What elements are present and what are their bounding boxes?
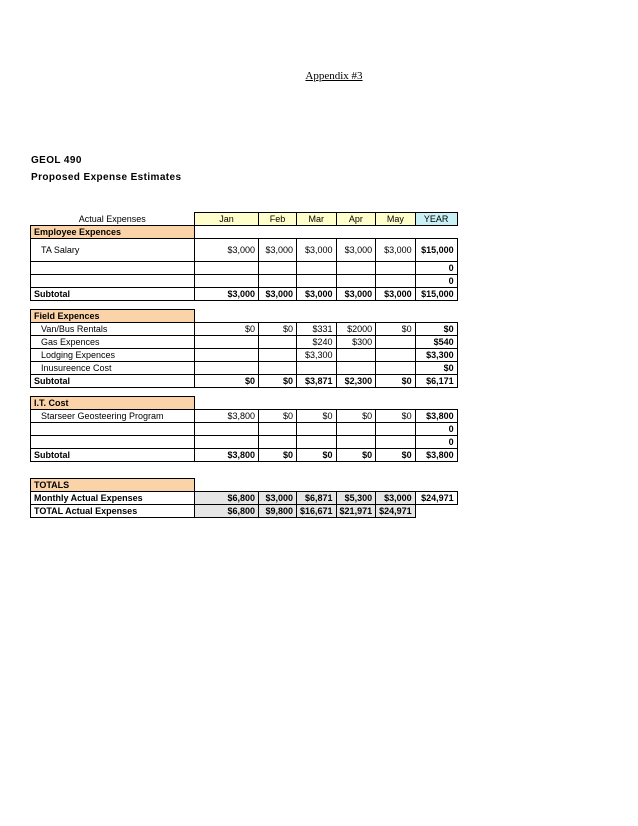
spacer-cell — [31, 388, 195, 397]
spacer-cell — [195, 301, 259, 310]
expense-value — [336, 275, 376, 288]
subtotal-year: $3,800 — [415, 449, 457, 462]
totals-title: TOTALS — [31, 479, 195, 492]
monthly-total-value: $6,871 — [297, 492, 337, 505]
expense-year-total: $3,800 — [415, 410, 457, 423]
expense-row — [31, 423, 458, 436]
header-label: Actual Expenses — [78, 213, 146, 224]
subtotal-value: $0 — [376, 375, 416, 388]
spacer-cell — [297, 388, 337, 397]
spacer-cell — [415, 301, 457, 310]
expense-value: $3,000 — [195, 239, 259, 262]
spacer-cell — [336, 470, 376, 479]
cumulative-total-value: $16,671 — [297, 505, 337, 518]
section-title: Employee Expences — [31, 226, 195, 239]
empty-cell — [297, 397, 337, 410]
expense-label: Inusureence Cost — [31, 362, 195, 375]
expense-value — [259, 423, 297, 436]
subtotal-row — [31, 449, 458, 462]
cumulative-total-value: $21,971 — [336, 505, 376, 518]
spacer-cell — [336, 301, 376, 310]
spacer-cell — [415, 470, 457, 479]
spacer-cell — [259, 301, 297, 310]
expense-row — [31, 275, 458, 288]
monthly-total-value: $5,300 — [336, 492, 376, 505]
empty-cell — [259, 310, 297, 323]
expense-value — [336, 423, 376, 436]
spacer-cell — [376, 470, 416, 479]
month-header-jan: Jan — [195, 213, 259, 226]
empty-cell — [195, 310, 259, 323]
subtotal-value: $2,300 — [336, 375, 376, 388]
expense-year-total: 0 — [415, 436, 457, 449]
empty-cell — [415, 226, 457, 239]
spacer-cell — [195, 470, 259, 479]
empty-cell — [336, 310, 376, 323]
subtotal-label: Subtotal — [31, 449, 195, 462]
expense-row — [31, 336, 458, 349]
expense-year-total: $540 — [415, 336, 457, 349]
spacer-row — [31, 462, 458, 471]
subtotal-row — [31, 375, 458, 388]
expense-value: $3,300 — [297, 349, 337, 362]
expense-value — [376, 436, 416, 449]
expense-value: $0 — [195, 323, 259, 336]
expense-label: Van/Bus Rentals — [31, 323, 195, 336]
spacer-cell — [376, 388, 416, 397]
empty-cell — [195, 397, 259, 410]
subtotal-value: $0 — [336, 449, 376, 462]
course-heading: GEOL 490 — [31, 155, 82, 166]
expense-value: $331 — [297, 323, 337, 336]
empty-cell — [376, 397, 416, 410]
spacer-cell — [415, 388, 457, 397]
cumulative-total-value: $6,800 — [195, 505, 259, 518]
subtotal-row — [31, 288, 458, 301]
monthly-total-label: Monthly Actual Expenses — [31, 492, 195, 505]
expense-label: Starseer Geosteering Program — [31, 410, 195, 423]
expense-row — [31, 239, 458, 262]
empty-cell — [297, 226, 337, 239]
expense-value — [376, 275, 416, 288]
expense-value — [297, 362, 337, 375]
spacer-cell — [259, 462, 297, 471]
empty-cell — [376, 226, 416, 239]
subtotal-label: Subtotal — [31, 375, 195, 388]
subtotal-value: $3,000 — [259, 288, 297, 301]
empty-cell — [415, 310, 457, 323]
year-header: YEAR — [415, 213, 457, 226]
expense-row — [31, 323, 458, 336]
month-header-feb: Feb — [259, 213, 297, 226]
empty-cell — [297, 479, 337, 492]
month-header-may: May — [376, 213, 416, 226]
expense-value — [376, 262, 416, 275]
empty-cell — [195, 479, 259, 492]
subtotal-value: $0 — [259, 375, 297, 388]
document-subtitle: Proposed Expense Estimates — [31, 172, 182, 183]
expense-value — [297, 423, 337, 436]
expense-label — [31, 436, 195, 449]
expense-label — [31, 423, 195, 436]
expense-value: $3,000 — [259, 239, 297, 262]
spacer-cell — [376, 462, 416, 471]
expense-value: $3,800 — [195, 410, 259, 423]
empty-cell — [336, 479, 376, 492]
expense-year-total: $0 — [415, 362, 457, 375]
expense-year-total: 0 — [415, 262, 457, 275]
expense-value — [259, 262, 297, 275]
expense-value: $0 — [259, 323, 297, 336]
empty-cell — [415, 397, 457, 410]
expense-value — [336, 436, 376, 449]
spacer-cell — [31, 301, 195, 310]
subtotal-year: $6,171 — [415, 375, 457, 388]
empty-cell — [259, 397, 297, 410]
spacer-cell — [259, 470, 297, 479]
expense-row — [31, 436, 458, 449]
subtotal-value: $3,000 — [195, 288, 259, 301]
expense-value: $3,000 — [297, 239, 337, 262]
spacer-row — [31, 388, 458, 397]
header-row — [31, 213, 458, 226]
expense-value — [195, 262, 259, 275]
section-title: Field Expences — [31, 310, 195, 323]
empty-cell — [376, 310, 416, 323]
section-title: I.T. Cost — [31, 397, 195, 410]
subtotal-value: $0 — [376, 449, 416, 462]
spacer-cell — [336, 462, 376, 471]
expense-value — [336, 362, 376, 375]
expense-value — [297, 262, 337, 275]
expense-row — [31, 349, 458, 362]
month-header-mar: Mar — [297, 213, 337, 226]
expense-year-total: $3,300 — [415, 349, 457, 362]
monthly-total-value: $3,000 — [376, 492, 416, 505]
expense-value — [259, 349, 297, 362]
expense-value: $0 — [297, 410, 337, 423]
empty-cell — [336, 226, 376, 239]
spacer-row — [31, 470, 458, 479]
spacer-cell — [336, 388, 376, 397]
section-title-row — [31, 226, 458, 239]
empty-cell — [376, 479, 416, 492]
expense-value — [297, 275, 337, 288]
spacer-cell — [297, 470, 337, 479]
expense-value — [259, 436, 297, 449]
empty-cell — [415, 505, 457, 518]
monthly-total-year: $24,971 — [415, 492, 457, 505]
expense-value — [376, 349, 416, 362]
expense-row — [31, 262, 458, 275]
expense-label: Lodging Expences — [31, 349, 195, 362]
expense-value — [195, 336, 259, 349]
subtotal-label: Subtotal — [31, 288, 195, 301]
spacer-cell — [259, 388, 297, 397]
expense-table — [30, 212, 458, 518]
expense-row — [31, 410, 458, 423]
expense-value: $0 — [376, 410, 416, 423]
empty-cell — [297, 310, 337, 323]
subtotal-value: $0 — [195, 375, 259, 388]
expense-year-total: 0 — [415, 423, 457, 436]
expense-value: $0 — [336, 410, 376, 423]
expense-value — [195, 362, 259, 375]
spacer-cell — [195, 388, 259, 397]
subtotal-value: $3,871 — [297, 375, 337, 388]
expense-value — [195, 436, 259, 449]
spacer-cell — [297, 301, 337, 310]
spacer-cell — [415, 462, 457, 471]
subtotal-value: $3,000 — [376, 288, 416, 301]
expense-value — [376, 362, 416, 375]
section-title-row — [31, 310, 458, 323]
expense-value — [195, 275, 259, 288]
expense-value — [259, 362, 297, 375]
monthly-total-value: $6,800 — [195, 492, 259, 505]
month-header-apr: Apr — [336, 213, 376, 226]
subtotal-value: $0 — [259, 449, 297, 462]
expense-value: $0 — [376, 323, 416, 336]
expense-value: $300 — [336, 336, 376, 349]
expense-value: $0 — [259, 410, 297, 423]
expense-year-total: $15,000 — [415, 239, 457, 262]
expense-value: $3,000 — [336, 239, 376, 262]
expense-value — [336, 349, 376, 362]
cumulative-total-row — [31, 505, 458, 518]
appendix-title: Appendix #3 — [305, 70, 363, 82]
subtotal-value: $3,800 — [195, 449, 259, 462]
monthly-total-value: $3,000 — [259, 492, 297, 505]
expense-label — [31, 275, 195, 288]
spacer-row — [31, 301, 458, 310]
spacer-cell — [31, 462, 195, 471]
expense-value — [376, 336, 416, 349]
empty-cell — [259, 479, 297, 492]
spacer-cell — [297, 462, 337, 471]
expense-value: $2000 — [336, 323, 376, 336]
empty-cell — [415, 479, 457, 492]
subtotal-value: $3,000 — [336, 288, 376, 301]
cumulative-total-value: $9,800 — [259, 505, 297, 518]
section-title-row — [31, 397, 458, 410]
empty-cell — [336, 397, 376, 410]
empty-cell — [259, 226, 297, 239]
expense-value: $240 — [297, 336, 337, 349]
subtotal-year: $15,000 — [415, 288, 457, 301]
spacer-cell — [31, 470, 195, 479]
expense-label: TA Salary — [31, 239, 195, 262]
expense-year-total: $0 — [415, 323, 457, 336]
expense-value — [195, 349, 259, 362]
cumulative-total-label: TOTAL Actual Expenses — [31, 505, 195, 518]
expense-value — [297, 436, 337, 449]
subtotal-value: $3,000 — [297, 288, 337, 301]
subtotal-value: $0 — [297, 449, 337, 462]
cumulative-total-value: $24,971 — [376, 505, 416, 518]
expense-year-total: 0 — [415, 275, 457, 288]
spacer-cell — [195, 462, 259, 471]
expense-value — [259, 336, 297, 349]
expense-row — [31, 362, 458, 375]
empty-cell — [195, 226, 259, 239]
totals-title-row — [31, 479, 458, 492]
expense-value — [259, 275, 297, 288]
expense-value — [376, 423, 416, 436]
expense-value: $3,000 — [376, 239, 416, 262]
expense-value — [195, 423, 259, 436]
expense-label: Gas Expences — [31, 336, 195, 349]
monthly-total-row — [31, 492, 458, 505]
spacer-cell — [376, 301, 416, 310]
expense-label — [31, 262, 195, 275]
expense-value — [336, 262, 376, 275]
